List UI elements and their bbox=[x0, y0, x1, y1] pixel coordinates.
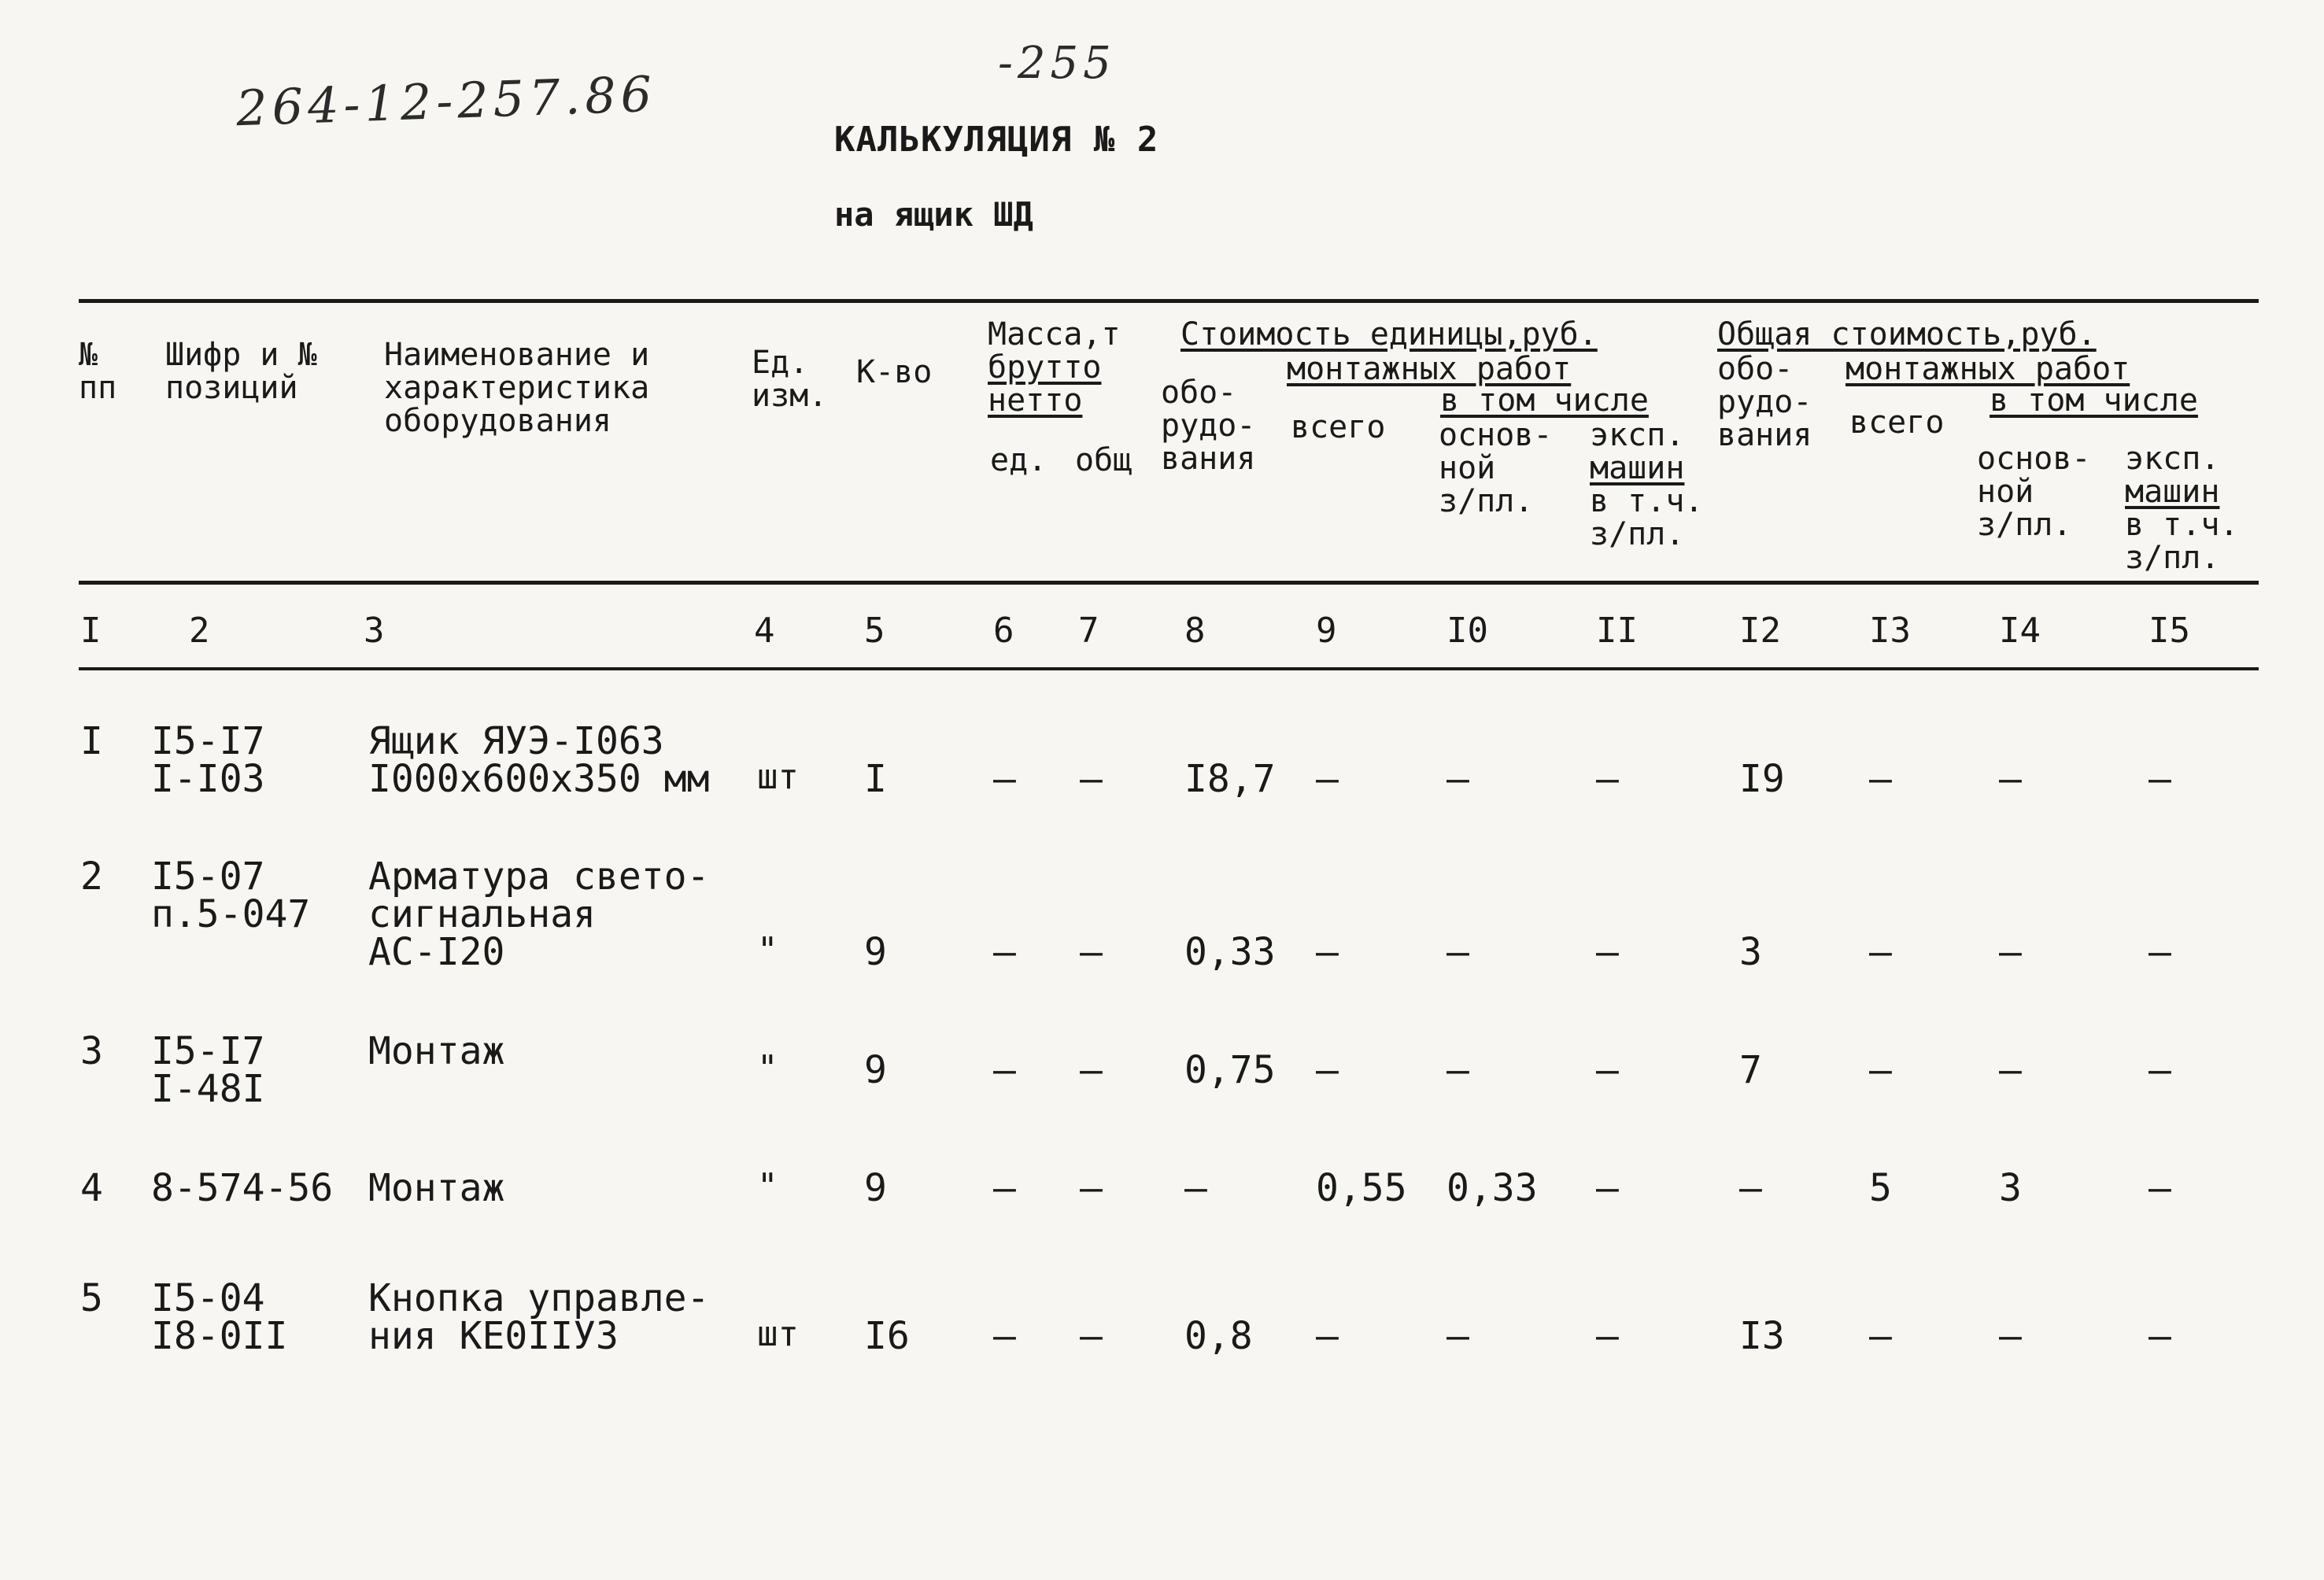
row-c15: – bbox=[2148, 1166, 2171, 1210]
row-code: I5-04 I8-0II bbox=[151, 1276, 288, 1358]
column-number: 3 bbox=[364, 611, 385, 651]
column-number: I3 bbox=[1869, 611, 1911, 651]
row-code: I5-I7 I-I03 bbox=[151, 719, 265, 801]
header-total-basic-wage: основ- ной з/пл. bbox=[1977, 441, 2091, 543]
column-number: I bbox=[80, 611, 102, 651]
column-number: 4 bbox=[754, 611, 775, 651]
row-c10: 0,33 bbox=[1446, 1166, 1538, 1210]
header-unit-machines: эксп. машин в т.ч. з/пл. bbox=[1590, 417, 1704, 552]
row-c14: – bbox=[1999, 1048, 2022, 1092]
header-total-equipment: обо- рудо- вания bbox=[1717, 351, 1812, 453]
row-c12: 7 bbox=[1739, 1048, 1762, 1092]
header-mass-total: общ bbox=[1075, 442, 1132, 478]
header-total-including: в том числе bbox=[1990, 382, 2198, 419]
row-m1: – bbox=[993, 1314, 1016, 1358]
column-number: 5 bbox=[864, 611, 885, 651]
row-c9: – bbox=[1316, 1314, 1339, 1358]
row-c10: – bbox=[1446, 1048, 1469, 1092]
column-number: I0 bbox=[1446, 611, 1488, 651]
header-name: Наименование и характеристика оборудования bbox=[384, 337, 650, 439]
row-c13: – bbox=[1869, 930, 1892, 974]
row-m1: – bbox=[993, 930, 1016, 974]
row-c11: – bbox=[1596, 1048, 1619, 1092]
row-c8: 0,33 bbox=[1184, 930, 1276, 974]
header-unit-cost: Стоимость единицы,руб. bbox=[1180, 316, 1598, 353]
row-c11: – bbox=[1596, 1314, 1619, 1358]
row-c9: – bbox=[1316, 1048, 1339, 1092]
header-quantity: К-во bbox=[856, 354, 933, 390]
row-c13: – bbox=[1869, 1314, 1892, 1358]
row-qty: I bbox=[864, 757, 887, 801]
document-code: 264-12-257.86 bbox=[235, 65, 658, 138]
row-qty: 9 bbox=[864, 1166, 887, 1210]
row-m2: – bbox=[1080, 1314, 1103, 1358]
header-total-cost: Общая стоимость,руб. bbox=[1717, 316, 2097, 353]
row-qty: 9 bbox=[864, 1048, 887, 1092]
header-total-machines: эксп. машин в т.ч. з/пл. bbox=[2125, 441, 2239, 576]
column-number: 2 bbox=[189, 611, 210, 651]
row-number: 3 bbox=[80, 1029, 103, 1073]
header-total-mounting: монтажных работ bbox=[1846, 351, 2130, 387]
row-c14: 3 bbox=[1999, 1166, 2022, 1210]
row-c11: — bbox=[1596, 1166, 1619, 1210]
row-c11: – bbox=[1596, 757, 1619, 801]
row-c10: – bbox=[1446, 1314, 1469, 1358]
row-c14: – bbox=[1999, 757, 2022, 801]
column-number: II bbox=[1596, 611, 1638, 651]
row-m2: – bbox=[1080, 1048, 1103, 1092]
row-unit: шт bbox=[757, 1314, 799, 1354]
column-number: 9 bbox=[1316, 611, 1337, 651]
header-unit-mounting: монтажных работ bbox=[1287, 351, 1572, 387]
row-c15: – bbox=[2148, 1048, 2171, 1092]
row-c10: – bbox=[1446, 757, 1469, 801]
row-m2: – bbox=[1080, 930, 1103, 974]
row-c9: – bbox=[1316, 757, 1339, 801]
column-number: I2 bbox=[1739, 611, 1781, 651]
row-c12: I9 bbox=[1739, 757, 1785, 801]
header-mass-unit: ед. bbox=[990, 442, 1047, 478]
row-number: 2 bbox=[80, 855, 103, 899]
row-unit: " bbox=[757, 1048, 778, 1088]
page-number: -255 bbox=[998, 38, 1116, 89]
column-number: 6 bbox=[993, 611, 1014, 651]
row-qty: I6 bbox=[864, 1314, 910, 1358]
column-numbers-rule bbox=[79, 667, 2259, 670]
row-c8: – bbox=[1184, 1166, 1207, 1210]
row-code: I5-07 п.5-047 bbox=[151, 855, 311, 936]
row-c9: – bbox=[1316, 930, 1339, 974]
column-number: I4 bbox=[1999, 611, 2041, 651]
document-title: КАЛЬКУЛЯЦИЯ № 2 bbox=[834, 120, 1159, 160]
header-unit: Ед. изм. bbox=[752, 345, 828, 414]
row-m1: – bbox=[993, 1166, 1016, 1210]
row-m2: – bbox=[1080, 1166, 1103, 1210]
row-c15: – bbox=[2148, 757, 2171, 801]
row-c12: I3 bbox=[1739, 1314, 1785, 1358]
row-unit: шт bbox=[757, 757, 799, 797]
row-number: 5 bbox=[80, 1276, 103, 1320]
document-subtitle: на ящик ШД bbox=[834, 195, 1033, 234]
header-unit-basic-wage: основ- ной з/пл. bbox=[1439, 417, 1553, 519]
header-unit-total: всего bbox=[1291, 409, 1386, 445]
header-number: № пп bbox=[79, 337, 117, 406]
row-c13: 5 bbox=[1869, 1166, 1892, 1210]
table-top-rule bbox=[79, 299, 2259, 303]
row-c14: – bbox=[1999, 930, 2022, 974]
row-c8: 0,75 bbox=[1184, 1048, 1276, 1092]
column-number: 8 bbox=[1184, 611, 1206, 651]
row-c8: I8,7 bbox=[1184, 757, 1276, 801]
header-code: Шифр и № позиций bbox=[165, 337, 317, 406]
row-c12: 3 bbox=[1739, 930, 1762, 974]
row-code: 8-574-56 bbox=[151, 1166, 334, 1210]
row-c8: 0,8 bbox=[1184, 1314, 1253, 1358]
row-m2: – bbox=[1080, 757, 1103, 801]
row-c13: – bbox=[1869, 1048, 1892, 1092]
row-c15: – bbox=[2148, 1314, 2171, 1358]
row-number: I bbox=[80, 719, 103, 763]
row-c9: 0,55 bbox=[1316, 1166, 1407, 1210]
row-unit: " bbox=[757, 930, 778, 970]
row-qty: 9 bbox=[864, 930, 887, 974]
row-c14: – bbox=[1999, 1314, 2022, 1358]
header-total-total: всего bbox=[1849, 404, 1945, 441]
row-unit: " bbox=[757, 1166, 778, 1206]
row-code: I5-I7 I-48I bbox=[151, 1029, 265, 1111]
row-m1: – bbox=[993, 757, 1016, 801]
row-c15: – bbox=[2148, 930, 2171, 974]
row-c12: – bbox=[1739, 1166, 1762, 1210]
row-c13: – bbox=[1869, 757, 1892, 801]
header-bottom-rule bbox=[79, 581, 2259, 585]
header-mass: Масса,т брутто нетто bbox=[988, 316, 1121, 419]
header-unit-equipment: обо- рудо- вания bbox=[1161, 375, 1256, 477]
row-m1: – bbox=[993, 1048, 1016, 1092]
row-name: Ящик ЯУЭ-I063 I000x600x350 мм bbox=[368, 719, 710, 801]
row-number: 4 bbox=[80, 1166, 103, 1210]
column-number: 7 bbox=[1078, 611, 1099, 651]
row-c10: — bbox=[1446, 930, 1469, 974]
row-name: Монтаж bbox=[368, 1029, 505, 1073]
row-c11: – bbox=[1596, 930, 1619, 974]
header-unit-including: в том числе bbox=[1440, 382, 1649, 419]
row-name: Монтаж bbox=[368, 1166, 505, 1210]
column-number: I5 bbox=[2148, 611, 2190, 651]
row-name: Кнопка управле- ния КЕ0IIУ3 bbox=[368, 1276, 710, 1358]
row-name: Арматура свето- сигнальная АС-I20 bbox=[368, 855, 710, 974]
